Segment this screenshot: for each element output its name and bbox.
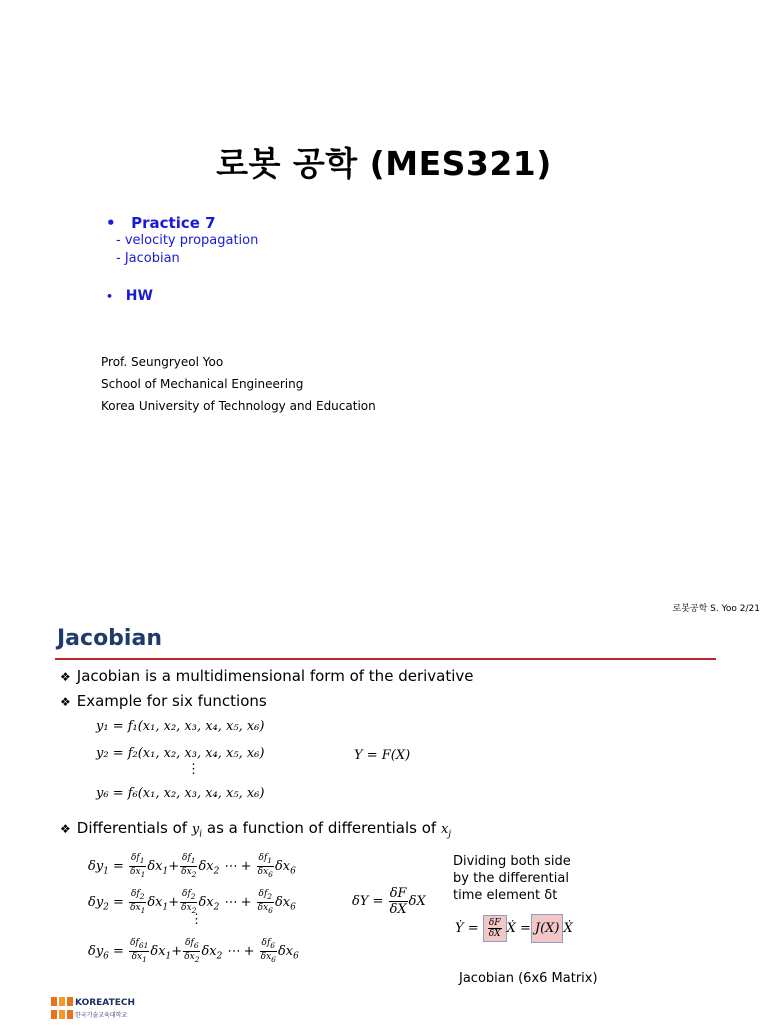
- logo-text: KOREATECH: [75, 998, 135, 1008]
- vdots-2: ⋮: [190, 912, 203, 927]
- bullet-differentials: [60, 819, 451, 840]
- note-line-1: Dividing both side: [453, 854, 571, 869]
- author-name: Prof. Seungryeol Yoo: [101, 355, 224, 369]
- sub-jacobian: - Jacobian: [116, 251, 180, 266]
- diamond-bullet-icon: ❖: [60, 695, 71, 709]
- equation-vector: Y = F(X): [354, 748, 411, 763]
- title-divider: [55, 658, 716, 660]
- xj-symbol: $x_j$: [440, 822, 452, 840]
- author-university: Korea University of Technology and Education: [101, 399, 376, 413]
- page-footer: 로봇공학 S. Yoo 2/21: [672, 604, 760, 614]
- note-line-3: time element δt: [453, 888, 558, 903]
- bullet-hw-label: HW: [125, 288, 153, 304]
- diff-equation-vector: δY = $\frac{\delta F}{\delta X}$ δX: [352, 886, 426, 917]
- bullet-definition: [60, 667, 474, 685]
- bullet-differentials-pre: Differentials of: [76, 819, 188, 837]
- bullet-dot: •: [106, 214, 127, 232]
- slide2-title: Jacobian: [57, 626, 162, 651]
- equation-y2: y₂ = f₂(x₁, x₂, x₃, x₄, x₅, x₆): [96, 746, 265, 761]
- bullet-example-text: Example for six functions: [76, 692, 267, 710]
- logo-subtext: 한국기술교육대학교: [75, 1012, 128, 1019]
- diff-equation-2: $\delta y_2$ = $\frac{\delta f_2}{\delta x_1}$ $\delta x_1+$ $\frac{\delta f_2}{\delta x_2}$ $\delta x_2$ ⋯ + $\frac{\delta f_2}{\delta x_6}$ $\delta x_6$: [88, 889, 296, 915]
- bullet-example: [60, 692, 267, 710]
- author-school: School of Mechanical Engineering: [101, 377, 304, 391]
- bullet-differentials-mid: as a function of differentials of: [206, 819, 437, 837]
- koreatech-logo-icon: [50, 995, 76, 1021]
- bullet-definition-text: Jacobian is a multidimensional form of the derivative: [76, 667, 474, 685]
- jacobian-equation: Ẏ = $\frac{\delta F}{\delta X}$ Ẋ = J(X) Ẋ: [455, 914, 573, 943]
- diff-equation-1: $\delta y_1$ = $\frac{\delta f_1}{\delta x_1}$ $\delta x_1+$ $\frac{\delta f_1}{\delta x_2}$ $\delta x_2$ ⋯ + $\frac{\delta f_1}{\delta x_6}$ $\delta x_6$: [88, 853, 296, 879]
- diff-equation-6: $\delta y_6$ = $\frac{\delta f_{61}}{\delta x_1}$ $\delta x_1+$ $\frac{\delta f_6}{\delta x_2}$ $\delta x_2$ ⋯ + $\frac{\delta f_6}{\delta x_6}$ $\delta x_6$: [88, 938, 299, 964]
- note-line-2: by the differential: [453, 871, 569, 886]
- diamond-bullet-icon: ❖: [60, 670, 71, 684]
- equation-y1: y₁ = f₁(x₁, x₂, x₃, x₄, x₅, x₆): [96, 719, 265, 734]
- slide-title: 로봇 공학 (MES321): [216, 144, 552, 183]
- author-block: [101, 351, 376, 417]
- yi-symbol: $y_i$: [191, 822, 203, 840]
- jacobian-label: Jacobian (6x6 Matrix): [459, 971, 598, 986]
- sub-velocity: - velocity propagation: [116, 233, 259, 248]
- bullet-dot: •: [106, 290, 121, 303]
- koreatech-logo: [50, 995, 135, 1025]
- equation-y6: y₆ = f₆(x₁, x₂, x₃, x₄, x₅, x₆): [96, 786, 265, 801]
- bullet-hw: [106, 285, 153, 304]
- bullet-practice-label: Practice 7: [131, 214, 216, 232]
- note-block: [453, 853, 571, 904]
- bullet-practice: [106, 213, 216, 232]
- diamond-bullet-icon: ❖: [60, 822, 71, 836]
- vdots: ⋮: [187, 762, 200, 777]
